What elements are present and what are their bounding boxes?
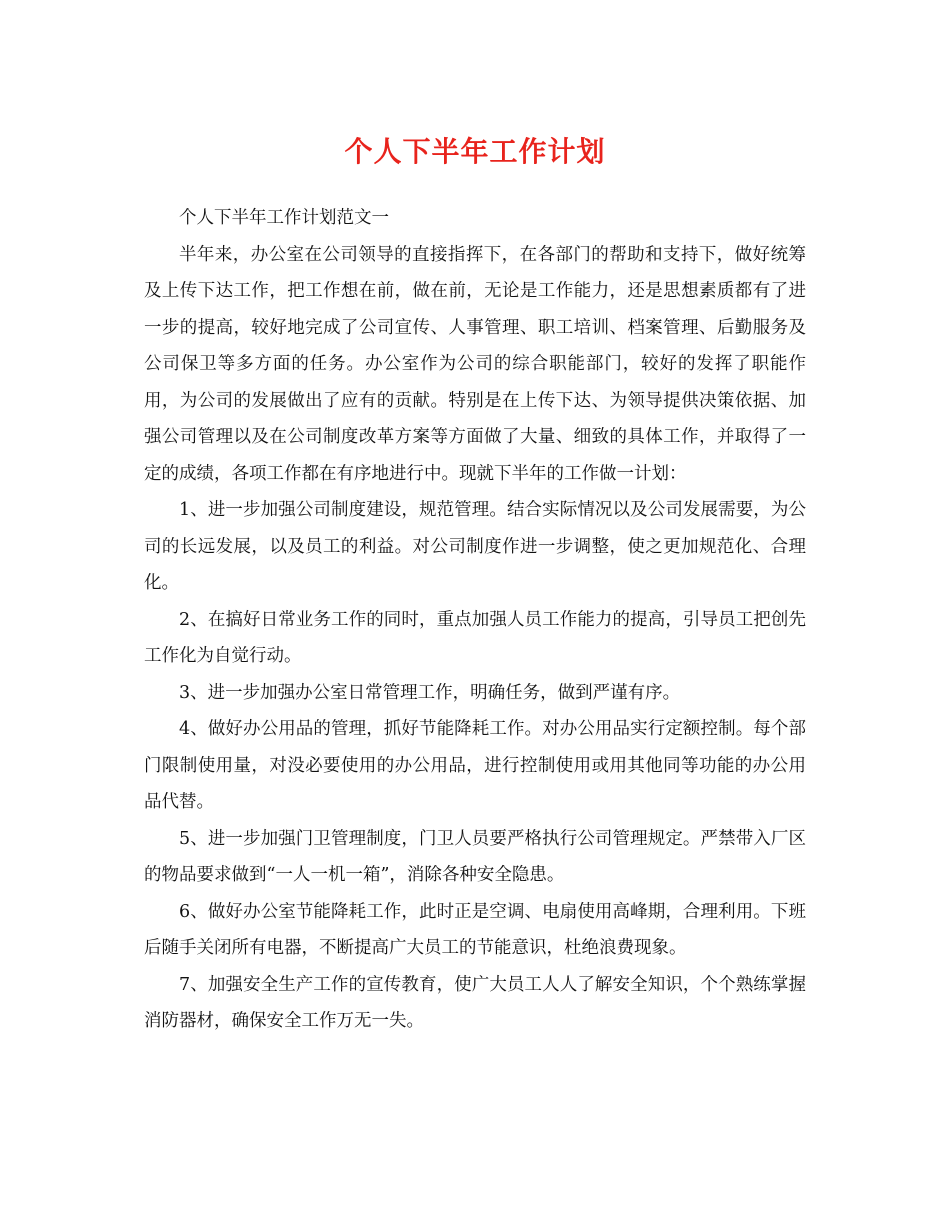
- intro-paragraph: 半年来，办公室在公司领导的直接指挥下，在各部门的帮助和支持下，做好统筹及上传下达工作，把工作想在前，做在前，无论是工作能力，还是思想素质都有了进一步的提高，较好地完成了公司宣传、人事管理、职工培训、档案管理、后勤服务及公司保卫等多方面的任务。办公室作为公司的综合职能部门，较好的发挥了职能作用，为公司的发展做出了应有的贡献。特别是在上传下达、为领导提供决策依据、加强公司管理以及在公司制度改革方案等方面做了大量、细致的具体工作，并取得了一定的成绩，各项工作都在有序地进行中。现就下半年的工作做一计划：: [144, 244, 806, 484]
- plan-item-5: 5、进一步加强门卫管理制度，门卫人员要严格执行公司管理规定。严禁带入厂区的物品要求做到“一人一机一箱”，消除各种安全隐患。: [144, 828, 806, 885]
- document-title: 个人下半年工作计划: [344, 135, 606, 168]
- plan-item-1: 1、进一步加强公司制度建设，规范管理。结合实际情况以及公司发展需要，为公司的长远发展，以及员工的利益。对公司制度作进一步调整，使之更加规范化、合理化。: [144, 500, 806, 593]
- plan-item-2: 2、在搞好日常业务工作的同时，重点加强人员工作能力的提高，引导员工把创先工作化为自觉行动。: [144, 609, 806, 666]
- plan-item-7: 7、加强安全生产工作的宣传教育，使广大员工人人了解安全知识，个个熟练掌握消防器材，确保安全工作万无一失。: [144, 974, 806, 1031]
- document-subtitle: 个人下半年工作计划范文一: [179, 208, 389, 228]
- plan-item-4: 4、做好办公用品的管理，抓好节能降耗工作。对办公用品实行定额控制。每个部门限制使用量，对没必要使用的办公用品，进行控制使用或用其他同等功能的办公用品代替。: [144, 719, 806, 812]
- document-body: [144, 200, 806, 1040]
- plan-item-6: 6、做好办公室节能降耗工作，此时正是空调、电扇使用高峰期，合理利用。下班后随手关闭所有电器，不断提高广大员工的节能意识，杜绝浪费现象。: [144, 901, 806, 958]
- plan-item-3: 3、进一步加强办公室日常管理工作，明确任务，做到严谨有序。: [179, 682, 681, 703]
